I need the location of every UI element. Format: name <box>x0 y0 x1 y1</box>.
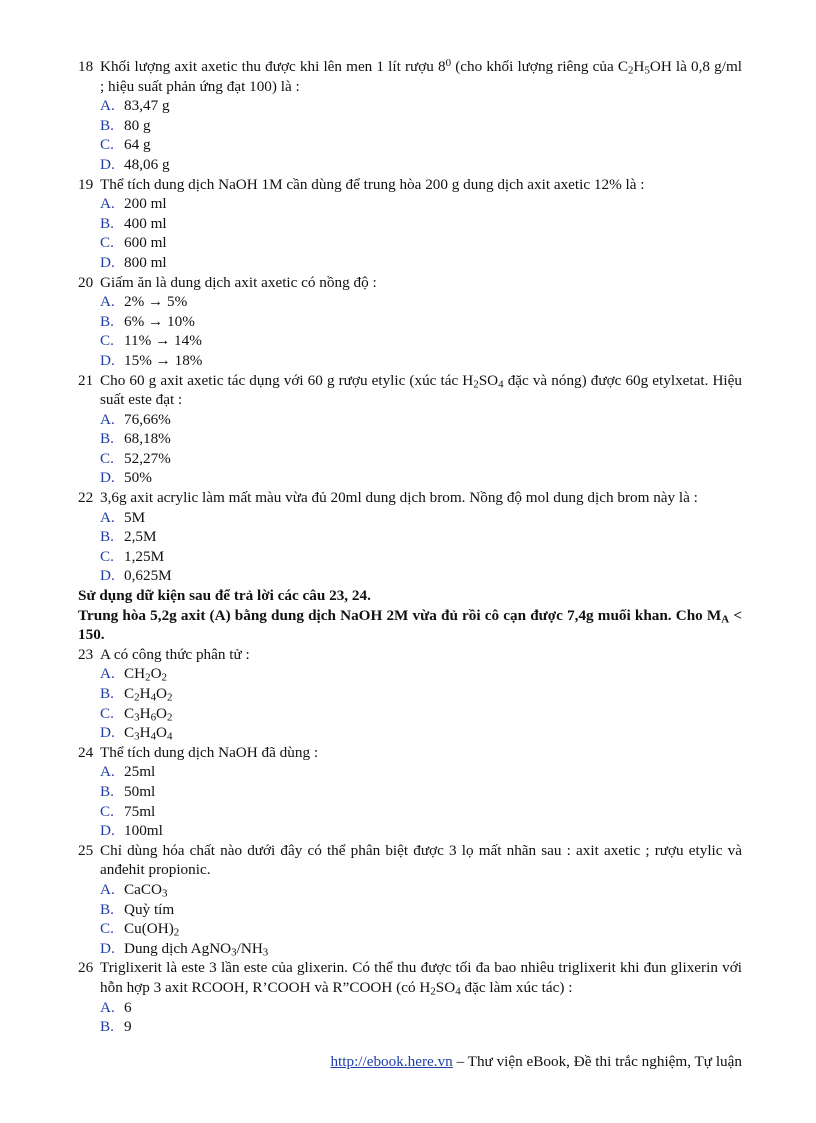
question-number: 18 <box>78 58 94 75</box>
answer-option[interactable] <box>78 116 742 136</box>
question-text <box>100 645 742 665</box>
text-part: 75ml <box>124 802 156 820</box>
subscript: 2 <box>627 64 634 77</box>
subscript: 2 <box>430 985 436 998</box>
option-letter: B. <box>100 900 114 918</box>
text-part: Trung hòa 5,2g axit (A) bằng dung dịch NaOH 2M vừa đủ rồi cô cạn được 7,4g muối khan. Cho M <box>78 606 722 624</box>
text-part: Sử dụng dữ kiện sau để trả lời các câu 23, 24. <box>78 587 371 605</box>
option-text <box>124 527 157 547</box>
answer-option[interactable] <box>78 449 742 469</box>
answer-option[interactable] <box>78 684 742 704</box>
question-number: 25 <box>78 841 94 859</box>
answer-option[interactable] <box>78 508 742 528</box>
answer-option[interactable] <box>78 821 742 841</box>
text-part: 0,625M <box>124 567 172 585</box>
text-part: đặc làm xúc tác) : <box>460 978 573 996</box>
option-text <box>124 821 163 841</box>
answer-option[interactable] <box>78 919 742 939</box>
text-part: O <box>156 704 168 722</box>
text-part: 9 <box>124 1018 132 1036</box>
text-part: C <box>124 724 135 742</box>
text-part: 1,25M <box>124 547 165 565</box>
subscript: 2 <box>473 378 479 391</box>
text-part: O <box>156 724 168 742</box>
question-number: 24 <box>78 743 94 761</box>
question-25 <box>78 841 742 880</box>
question-number: 20 <box>78 273 94 291</box>
text-part: SO <box>478 371 499 389</box>
text-part: 15% → 18% <box>124 351 203 369</box>
question-23 <box>78 645 742 665</box>
text-part: CaCO <box>124 880 162 898</box>
option-letter: D. <box>100 469 115 487</box>
question-26 <box>78 958 742 997</box>
text-part: Dung dịch AgNO <box>124 939 232 957</box>
text-part: 64 g <box>124 136 151 154</box>
subscript: 3 <box>134 730 140 743</box>
answer-option[interactable] <box>78 96 742 116</box>
option-text <box>124 292 187 312</box>
option-letter: A. <box>100 410 115 428</box>
option-text <box>124 214 167 234</box>
option-text <box>124 96 170 116</box>
option-text <box>124 998 132 1018</box>
option-text <box>124 762 155 782</box>
answer-option[interactable] <box>78 998 742 1018</box>
text-part: 5M <box>124 508 146 526</box>
option-text <box>124 155 170 175</box>
subscript: 3 <box>262 946 269 959</box>
text-part: H <box>139 724 151 742</box>
text-part: Thể tích dung dịch NaOH 1M cần dùng để trung hòa 200 g dung dịch axit axetic 12% là : <box>100 175 645 193</box>
text-part: 200 ml <box>124 195 167 213</box>
subscript: 2 <box>161 672 168 685</box>
subscript: 5 <box>644 64 650 77</box>
answer-option[interactable] <box>78 782 742 802</box>
option-text <box>124 468 152 488</box>
option-letter: D. <box>100 155 115 173</box>
text-part: A có công thức phân tử : <box>100 645 250 663</box>
text-part: 3,6g axit acrylic làm mất màu vừa đủ 20ml dung dịch brom. Nồng độ mol dung dịch brom này là : <box>100 489 698 507</box>
question-24 <box>78 743 742 763</box>
option-letter: B. <box>100 528 114 546</box>
subscript: 2 <box>167 691 173 704</box>
subscript: 4 <box>150 730 157 743</box>
option-text <box>124 429 171 449</box>
answer-option[interactable] <box>78 194 742 214</box>
text-part: Giấm ăn là dung dịch axit axetic có nồng độ : <box>100 273 377 291</box>
answer-option[interactable] <box>78 900 742 920</box>
option-letter: D. <box>100 253 115 271</box>
subscript: 2 <box>145 672 151 685</box>
question-text <box>100 371 742 410</box>
option-letter: A. <box>100 508 115 526</box>
subscript: 2 <box>167 711 173 724</box>
option-letter: C. <box>100 920 114 938</box>
option-text <box>124 312 195 332</box>
context-line <box>78 606 742 645</box>
answer-option[interactable] <box>78 939 742 959</box>
answer-option[interactable] <box>78 351 742 371</box>
subscript: 2 <box>134 691 140 704</box>
text-part: 50% <box>124 469 152 487</box>
option-letter: B. <box>100 214 114 232</box>
text-part: Thể tích dung dịch NaOH đã dùng : <box>100 743 319 761</box>
question-text <box>100 273 742 293</box>
text-part: 50ml <box>124 782 156 800</box>
question-21 <box>78 371 742 410</box>
option-letter: B. <box>100 312 114 330</box>
text-part: 68,18% <box>124 430 171 448</box>
option-letter: A. <box>100 293 115 311</box>
option-letter: A. <box>100 880 115 898</box>
option-text <box>124 135 151 155</box>
subscript: 3 <box>161 887 168 900</box>
option-text <box>124 351 202 371</box>
option-letter: B. <box>100 1018 114 1036</box>
text-part: C <box>124 704 135 722</box>
question-20 <box>78 273 742 293</box>
answer-option[interactable] <box>78 214 742 234</box>
question-text <box>100 57 742 96</box>
text-part: 25ml <box>124 763 156 781</box>
answer-option[interactable] <box>78 527 742 547</box>
answer-option[interactable] <box>78 664 742 684</box>
text-part: 48,06 g <box>124 155 170 173</box>
option-letter: C. <box>100 332 114 350</box>
question-22 <box>78 488 742 508</box>
option-text <box>124 410 171 430</box>
text-part: C <box>124 685 135 702</box>
option-text <box>124 547 164 567</box>
text-part: OH là 0,8 g/ml ; hiệu suất phản ứng đạt 100) là : <box>100 58 742 95</box>
option-text <box>124 939 268 959</box>
option-letter: C. <box>100 234 114 252</box>
option-text <box>124 233 167 253</box>
option-letter: C. <box>100 449 114 467</box>
question-number: 26 <box>78 959 94 977</box>
text-part: 6 <box>124 998 132 1016</box>
option-text <box>124 194 167 214</box>
answer-option[interactable] <box>78 292 742 312</box>
text-part: Triglixerit là este 3 lần este của glixerin. Có thể thu được tối đa bao nhiêu triglixerit khi đun glixerin với hỗn hợp 3 axit RCOOH, R’COOH và R”COOH (có H <box>100 959 742 996</box>
subscript: A <box>721 613 730 626</box>
option-letter: C. <box>100 547 114 565</box>
option-letter: B. <box>100 116 114 134</box>
option-letter: B. <box>100 782 114 800</box>
text-part: 76,66% <box>124 410 171 428</box>
answer-option[interactable] <box>78 762 742 782</box>
text-part: (cho khối lượng riêng của C <box>451 58 628 75</box>
footer-text: – Thư viện eBook, Đề thi trắc nghiệm, Tự luận <box>452 1053 742 1070</box>
text-part: H <box>139 685 151 702</box>
answer-option[interactable] <box>78 547 742 567</box>
option-letter: D. <box>100 567 115 585</box>
question-text <box>100 958 742 997</box>
text-part: 400 ml <box>124 214 167 232</box>
text-part: /NH <box>236 939 263 957</box>
answer-option[interactable] <box>78 410 742 430</box>
answer-option[interactable] <box>78 253 742 273</box>
text-part: H <box>139 704 151 722</box>
option-letter: D. <box>100 351 115 369</box>
option-text <box>124 723 172 743</box>
option-text <box>124 704 172 724</box>
text-part: 100ml <box>124 822 163 840</box>
text-part: Cu(OH) <box>124 920 174 938</box>
footer-link[interactable]: http://ebook.here.vn <box>330 1053 453 1070</box>
answer-option[interactable] <box>78 802 742 822</box>
text-part: đặc và nóng) được 60g etylxetat. Hiệu suất este đạt : <box>100 371 742 409</box>
subscript: 4 <box>167 730 173 743</box>
answer-option[interactable] <box>78 880 742 900</box>
answer-option[interactable] <box>78 1017 742 1037</box>
text-part: 6% → 10% <box>124 312 195 330</box>
answer-option[interactable] <box>78 155 742 175</box>
option-letter: A. <box>100 998 115 1016</box>
option-text <box>124 116 151 136</box>
option-text <box>124 684 172 704</box>
text-part: O <box>156 685 168 702</box>
subscript: 2 <box>173 926 180 939</box>
question-text <box>100 841 742 880</box>
option-text <box>124 566 172 586</box>
option-text <box>124 1017 132 1037</box>
subscript: 3 <box>231 946 237 959</box>
text-part: CH <box>124 665 146 683</box>
option-letter: A. <box>100 665 115 683</box>
option-letter: C. <box>100 136 114 154</box>
option-letter: D. <box>100 939 115 957</box>
option-text <box>124 900 174 920</box>
document-page <box>78 57 742 1037</box>
text-part: 52,27% <box>124 449 171 467</box>
option-letter: D. <box>100 822 115 840</box>
option-letter: C. <box>100 704 114 722</box>
text-part: O <box>150 665 162 683</box>
text-part: SO <box>435 978 456 996</box>
answer-option[interactable] <box>78 233 742 253</box>
text-part: 2,5M <box>124 528 157 546</box>
question-number: 19 <box>78 175 94 193</box>
text-part: 600 ml <box>124 234 167 252</box>
option-text <box>124 919 179 939</box>
text-part: 2% → 5% <box>124 293 188 311</box>
subscript: 3 <box>134 711 140 724</box>
option-text <box>124 664 167 684</box>
question-number: 21 <box>78 371 94 389</box>
option-text <box>124 802 155 822</box>
context-line <box>78 586 742 606</box>
answer-option[interactable] <box>78 468 742 488</box>
question-text <box>100 175 742 195</box>
subscript: 4 <box>150 691 157 704</box>
text-part: 80 g <box>124 116 151 134</box>
answer-option[interactable] <box>78 723 742 743</box>
text-part: 11% → 14% <box>124 332 202 350</box>
option-text <box>124 449 171 469</box>
answer-option[interactable] <box>78 704 742 724</box>
answer-option[interactable] <box>78 135 742 155</box>
text-part: < 150. <box>78 606 742 644</box>
text-part: Cho 60 g axit axetic tác dụng với 60 g rượu etylic (xúc tác H <box>100 371 474 389</box>
option-letter: C. <box>100 802 114 820</box>
subscript: 6 <box>150 711 157 724</box>
answer-option[interactable] <box>78 429 742 449</box>
question-19 <box>78 175 742 195</box>
option-letter: B. <box>100 685 114 702</box>
option-text <box>124 880 167 900</box>
subscript: 4 <box>455 985 461 998</box>
text-part: H <box>633 58 645 75</box>
question-18 <box>78 57 742 96</box>
text-part: Quỳ tím <box>124 900 175 918</box>
option-text <box>124 782 155 802</box>
answer-option[interactable] <box>78 566 742 586</box>
option-text <box>124 331 202 351</box>
question-number: 22 <box>78 489 94 507</box>
superscript: 0 <box>445 57 452 70</box>
subscript: 4 <box>498 378 504 391</box>
option-letter: A. <box>100 763 115 781</box>
answer-option[interactable] <box>78 331 742 351</box>
footer <box>330 1052 742 1072</box>
option-letter: B. <box>100 430 114 448</box>
option-letter: D. <box>100 724 115 742</box>
answer-option[interactable] <box>78 312 742 332</box>
text-part: Chỉ dùng hóa chất nào dưới đây có thể phân biệt được 3 lọ mất nhãn sau : axit axetic ; rượu etylic và anđehit propionic. <box>100 841 742 879</box>
text-part: 800 ml <box>124 253 167 271</box>
text-part: 83,47 g <box>124 97 170 115</box>
option-letter: A. <box>100 195 115 213</box>
question-number: 23 <box>78 645 94 663</box>
question-text <box>100 743 742 763</box>
text-part: Khối lượng axit axetic thu được khi lên men 1 lít rượu 8 <box>100 58 446 75</box>
option-text <box>124 508 145 528</box>
question-text <box>100 488 742 508</box>
option-text <box>124 253 167 273</box>
option-letter: A. <box>100 97 115 115</box>
